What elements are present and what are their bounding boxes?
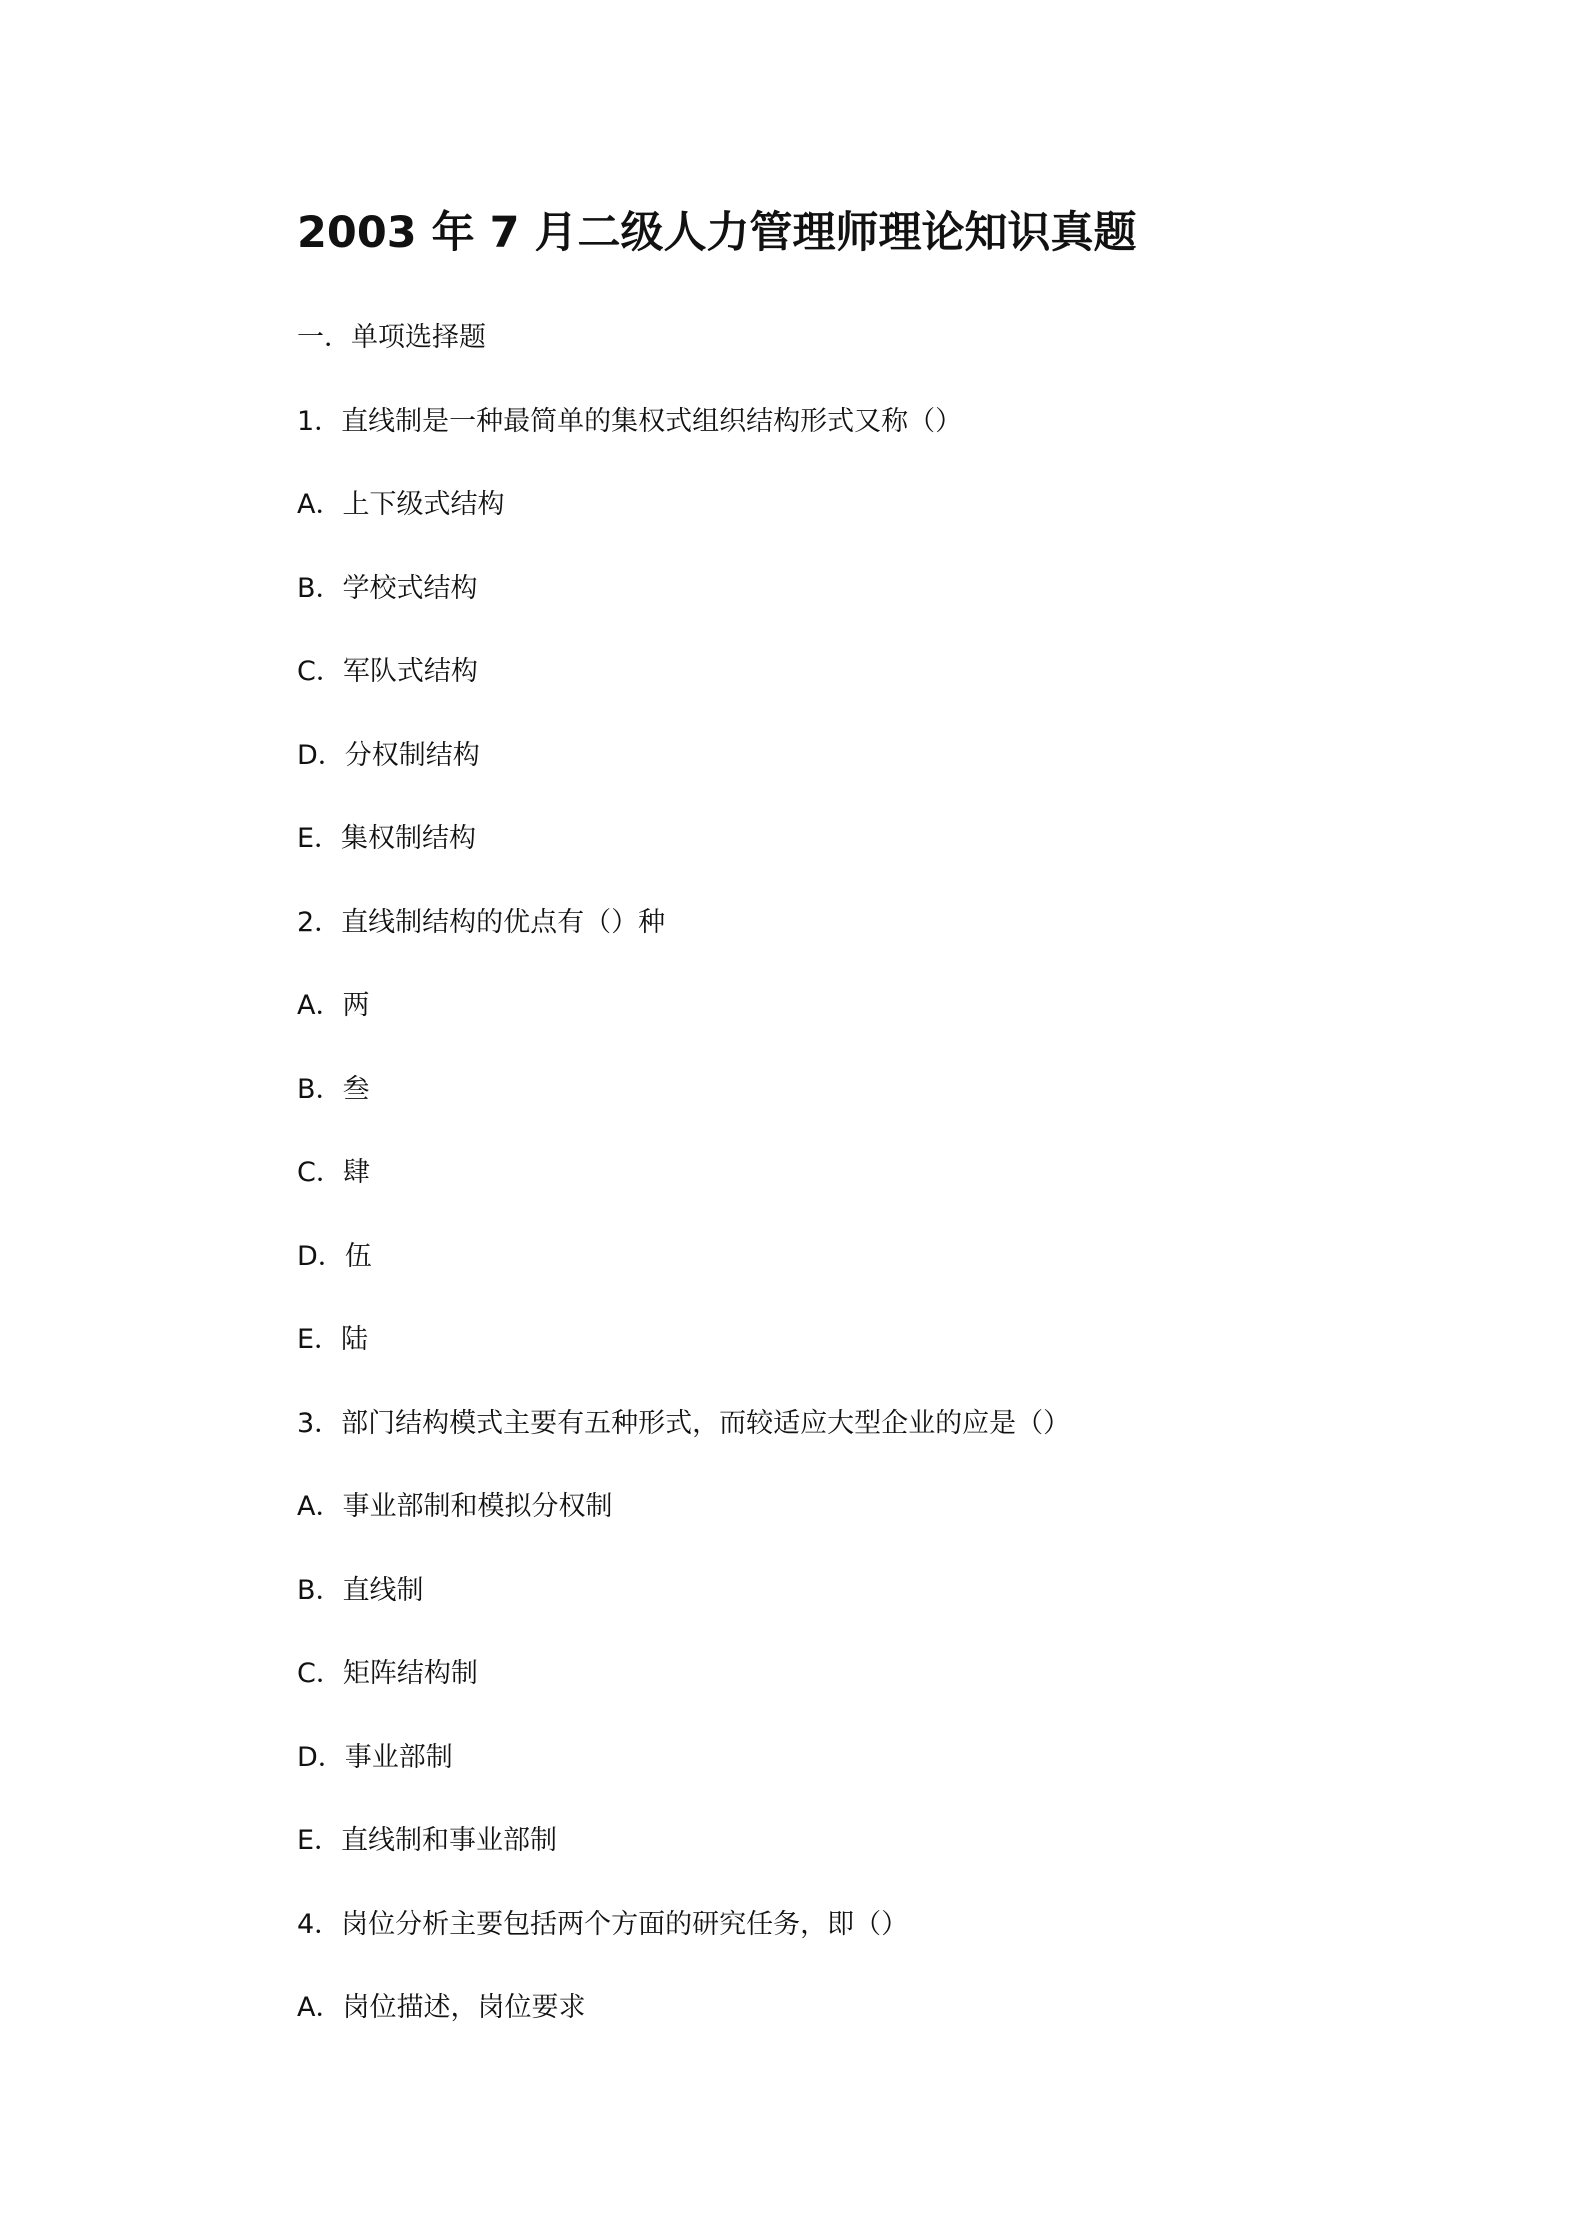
- question-4-option-a: A．岗位描述，岗位要求: [297, 1992, 586, 2023]
- question-3-option-d: D．事业部制: [297, 1741, 453, 1773]
- question-1-option-d: D．分权制结构: [297, 739, 480, 771]
- question-1-option-b: B．学校式结构: [297, 572, 478, 604]
- document-title: 2003 年 7 月二级人力管理师理论知识真题: [297, 208, 1137, 258]
- question-1-option-c: C．军队式结构: [297, 656, 478, 687]
- question-3-option-c: C．矩阵结构制: [297, 1658, 478, 1689]
- question-2-option-d: D．伍: [297, 1240, 372, 1272]
- question-2-option-e: E．陆: [297, 1324, 369, 1355]
- question-2-option-c: C．肆: [297, 1157, 370, 1188]
- question-1-option-e: E．集权制结构: [297, 823, 477, 854]
- question-3-option-b: B．直线制: [297, 1574, 424, 1606]
- question-2-option-a: A．两: [297, 990, 370, 1021]
- question-2-option-b: B．叁: [297, 1073, 370, 1105]
- question-3: 3．部门结构模式主要有五种形式，而较适应大型企业的应是（）: [297, 1407, 1071, 1439]
- question-3-option-e: E．直线制和事业部制: [297, 1825, 558, 1856]
- question-list: [297, 312, 1397, 2066]
- question-3-option-a: A．事业部制和模拟分权制: [297, 1491, 613, 1522]
- question-4: 4．岗位分析主要包括两个方面的研究任务，即（）: [297, 1908, 909, 1940]
- question-1: 1．直线制是一种最简单的集权式组织结构形式又称（）: [297, 405, 963, 437]
- question-1-option-a: A．上下级式结构: [297, 489, 505, 520]
- question-2: 2．直线制结构的优点有（）种: [297, 906, 666, 938]
- section-heading: 一．单项选择题: [297, 322, 486, 353]
